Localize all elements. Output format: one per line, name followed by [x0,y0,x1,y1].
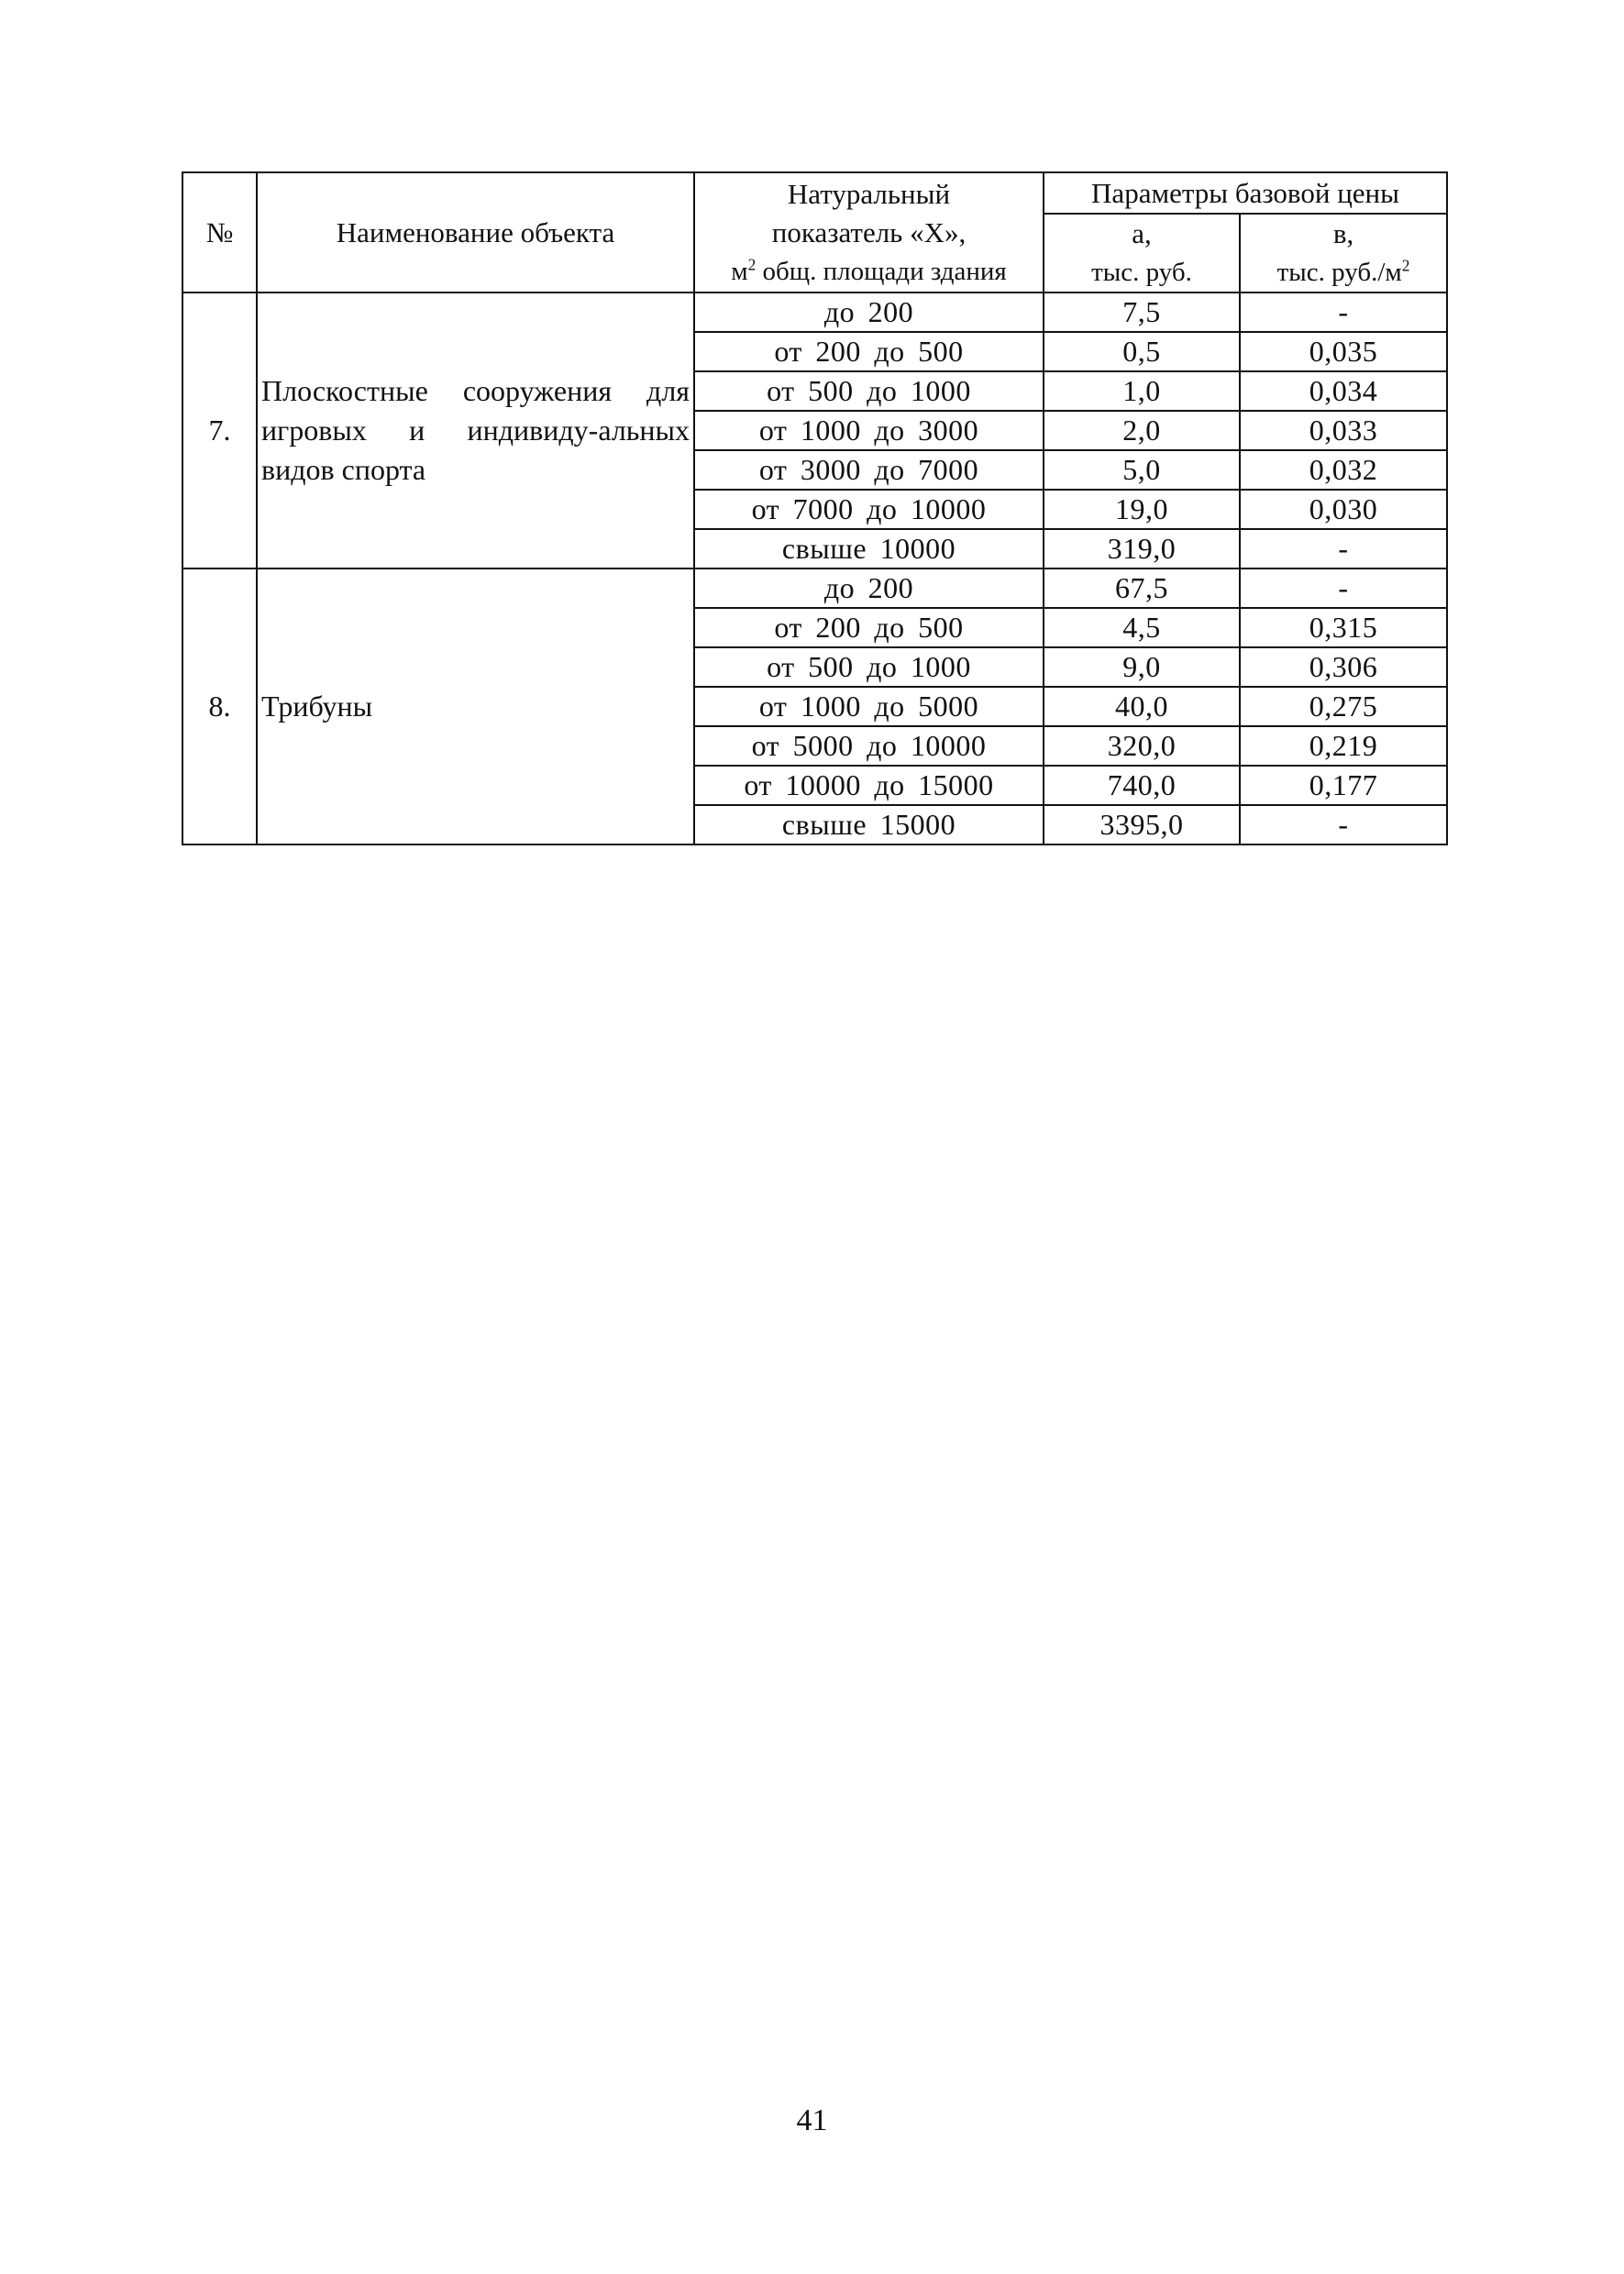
param-a-cell: 19,0 [1044,490,1240,529]
param-b-cell: 0,315 [1240,608,1447,647]
param-b-cell: - [1240,529,1447,568]
header-unit-m-sup: 2 [747,254,757,273]
param-b-cell: 0,306 [1240,647,1447,687]
param-b-cell: 0,030 [1240,490,1447,529]
header-natural-indicator [694,172,1044,293]
param-a-cell: 9,0 [1044,647,1240,687]
param-a-cell: 320,0 [1044,726,1240,766]
header-object-name-label: Наименование объекта [336,215,615,248]
param-b-cell: - [1240,568,1447,608]
object-name-cell [257,293,694,568]
param-b-cell: - [1240,293,1447,332]
object-name-text: Плоскостные сооружения для игровых и индивиду-альных видов спорта [261,374,690,486]
param-b-cell: 0,033 [1240,411,1447,450]
indicator-range-cell: от 7000 до 10000 [694,490,1044,529]
indicator-range-cell: от 1000 до 3000 [694,411,1044,450]
header-param-b-unit-sup: 2 [1401,256,1410,275]
param-a-cell: 67,5 [1044,568,1240,608]
param-a-cell: 7,5 [1044,293,1240,332]
header-param-b-line2 [1244,253,1442,292]
object-name-text: Трибуны [261,690,373,723]
indicator-range-cell: от 500 до 1000 [694,371,1044,411]
indicator-range-cell: от 3000 до 7000 [694,450,1044,490]
indicator-range-cell: до 200 [694,293,1044,332]
indicator-range-cell: свыше 10000 [694,529,1044,568]
indicator-range-cell: от 1000 до 5000 [694,687,1044,726]
param-a-cell: 740,0 [1044,766,1240,805]
indicator-range-cell: от 200 до 500 [694,332,1044,371]
header-number [182,172,257,293]
param-a-cell: 4,5 [1044,608,1240,647]
param-a-cell: 3395,0 [1044,805,1240,844]
header-number-label: № [205,215,234,248]
header-object-name [257,172,694,293]
indicator-range-cell: от 200 до 500 [694,608,1044,647]
indicator-range-cell: от 500 до 1000 [694,647,1044,687]
page-number: 41 [796,2103,828,2137]
param-b-cell: - [1240,805,1447,844]
base-price-table [182,171,1448,845]
param-a-cell: 319,0 [1044,529,1240,568]
header-param-a-line1: а, [1132,217,1152,249]
param-b-cell: 0,035 [1240,332,1447,371]
param-a-cell: 5,0 [1044,450,1240,490]
header-param-a-line2: тыс. руб. [1091,258,1192,287]
object-number-cell: 7. [182,293,257,568]
header-param-b [1240,214,1447,293]
header-base-price-params [1044,172,1447,214]
param-b-cell: 0,177 [1240,766,1447,805]
table-row [182,293,1447,332]
param-a-cell: 1,0 [1044,371,1240,411]
header-param-a [1044,214,1240,293]
param-b-cell: 0,219 [1240,726,1447,766]
indicator-range-cell: до 200 [694,568,1044,608]
header-param-b-line1: в, [1332,217,1354,249]
object-name-cell [257,568,694,844]
param-b-cell: 0,275 [1240,687,1447,726]
param-b-cell: 0,034 [1240,371,1447,411]
header-unit-m: м [731,256,748,286]
param-b-cell: 0,032 [1240,450,1447,490]
param-a-cell: 0,5 [1044,332,1240,371]
header-natural-indicator-line2: показатель «Х», [771,215,967,248]
param-a-cell: 40,0 [1044,687,1240,726]
table-row [182,568,1447,608]
header-unit-rest: общ. площади здания [756,256,1007,286]
header-base-price-params-label: Параметры базовой цены [1091,176,1399,209]
indicator-range-cell: от 5000 до 10000 [694,726,1044,766]
header-param-b-unit: тыс. руб./м [1276,258,1402,287]
header-natural-indicator-line1: Натуральный [787,177,951,210]
header-natural-indicator-line3 [699,252,1039,291]
param-a-cell: 2,0 [1044,411,1240,450]
indicator-range-cell: свыше 15000 [694,805,1044,844]
object-number-cell: 8. [182,568,257,844]
indicator-range-cell: от 10000 до 15000 [694,766,1044,805]
